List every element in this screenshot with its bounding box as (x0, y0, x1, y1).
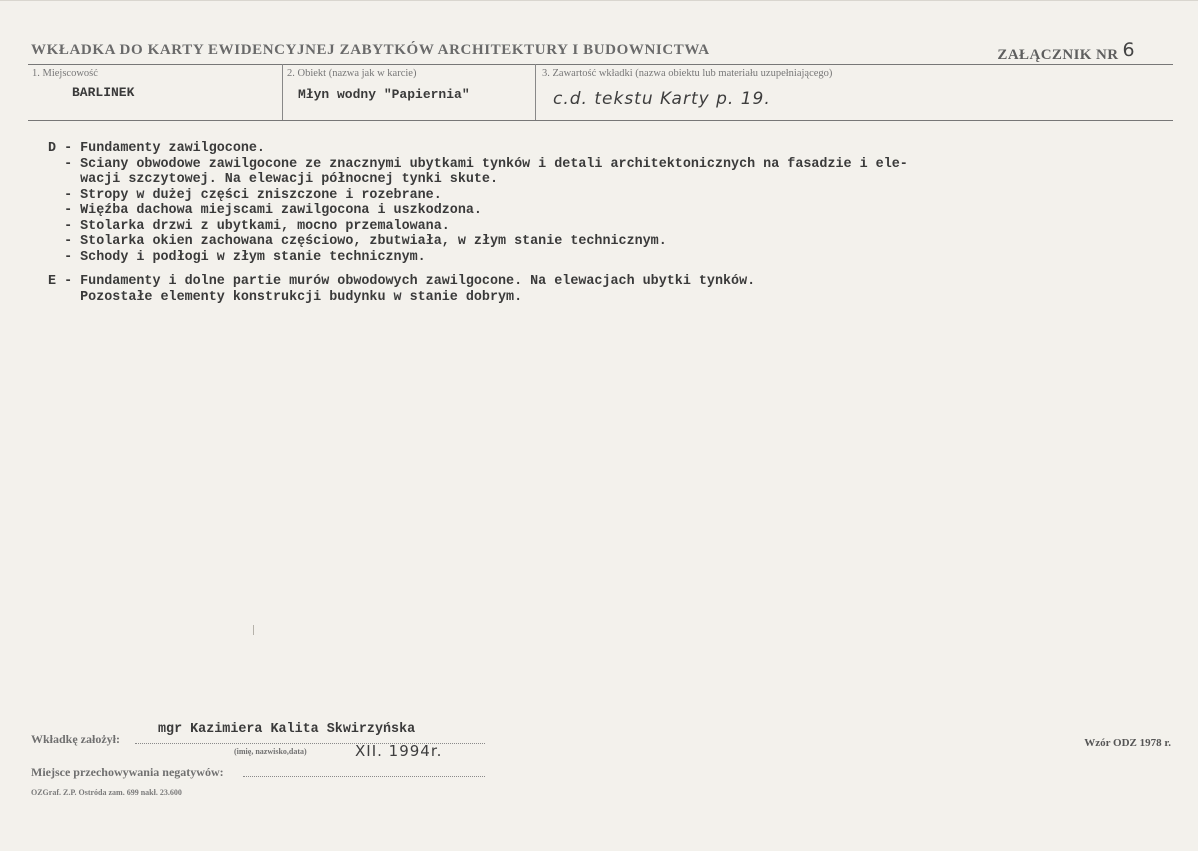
author-value: mgr Kazimiera Kalita Skwirzyńska (158, 722, 416, 737)
stray-mark (253, 625, 254, 635)
body-line: - Stropy w dużej części zniszczone i rozebrane. (48, 187, 442, 203)
date-handwritten: XII. 1994r. (355, 742, 443, 760)
author-label: Wkładkę założył: (31, 732, 120, 746)
body-line: - Stolarka okien zachowana częściowo, zbutwiała, w złym stanie technicznym. (48, 234, 667, 249)
template-number: Wzór ODZ 1978 r. (1084, 737, 1171, 749)
locality-label: 1. Miejscowość (32, 68, 98, 79)
storage-label: Miejsce przechowywania negatywów: (31, 765, 224, 779)
header-top-rule (28, 64, 1173, 65)
attachment-number (997, 39, 1135, 64)
object-label: 2. Obiekt (nazwa jak w karcie) (287, 68, 417, 79)
body-line: wacji szczytowej. Na elewacji północnej tynki skute. (48, 172, 498, 187)
storage-dotted-line (243, 776, 485, 777)
body-line: - Schody i podłogi w złym stanie technicznym. (48, 249, 426, 265)
body-line: Pozostałe elementy konstrukcji budynku w stanie dobrym. (48, 289, 523, 305)
field-divider-2 (535, 64, 536, 120)
section-e (48, 274, 1158, 305)
author-sub-label: (imię, nazwisko,data) (234, 747, 307, 756)
card-title: WKŁADKA DO KARTY EWIDENCYJNEJ ZABYTKÓW ARCHITEKTURY I BUDOWNICTWA (31, 42, 710, 58)
content-value-handwritten: c.d. tekstu Karty p. 19. (553, 89, 771, 109)
body-line: E - Fundamenty i dolne partie murów obwodowych zawilgocone. Na elewacjach ubytki tynków. (48, 274, 756, 289)
object-value: Młyn wodny "Papiernia" (298, 87, 470, 102)
printer-info: OZGraf. Z.P. Ostróda zam. 699 nakł. 23.600 (31, 788, 182, 797)
field-divider-1 (282, 64, 283, 120)
attachment-number-value: 6 (1122, 39, 1135, 61)
body-line: - Stolarka drzwi z ubytkami, mocno przemalowana. (48, 218, 450, 234)
header-bottom-rule (28, 120, 1173, 121)
body-line: - Sciany obwodowe zawilgocone ze znacznymi ubytkami tynków i detali architektonicznych na fasadzie i ele- (48, 156, 908, 172)
section-d (48, 141, 1158, 265)
body-line: D - Fundamenty zawilgocone. (48, 141, 265, 156)
content-label: 3. Zawartość wkładki (nazwa obiektu lub materiału uzupełniającego) (542, 68, 833, 79)
card-body-text (48, 141, 1158, 314)
attachment-label: ZAŁĄCZNIK NR (997, 47, 1119, 63)
locality-value: BARLINEK (72, 85, 135, 100)
body-line: - Więźba dachowa miejscami zawilgocona i uszkodzona. (48, 203, 482, 218)
